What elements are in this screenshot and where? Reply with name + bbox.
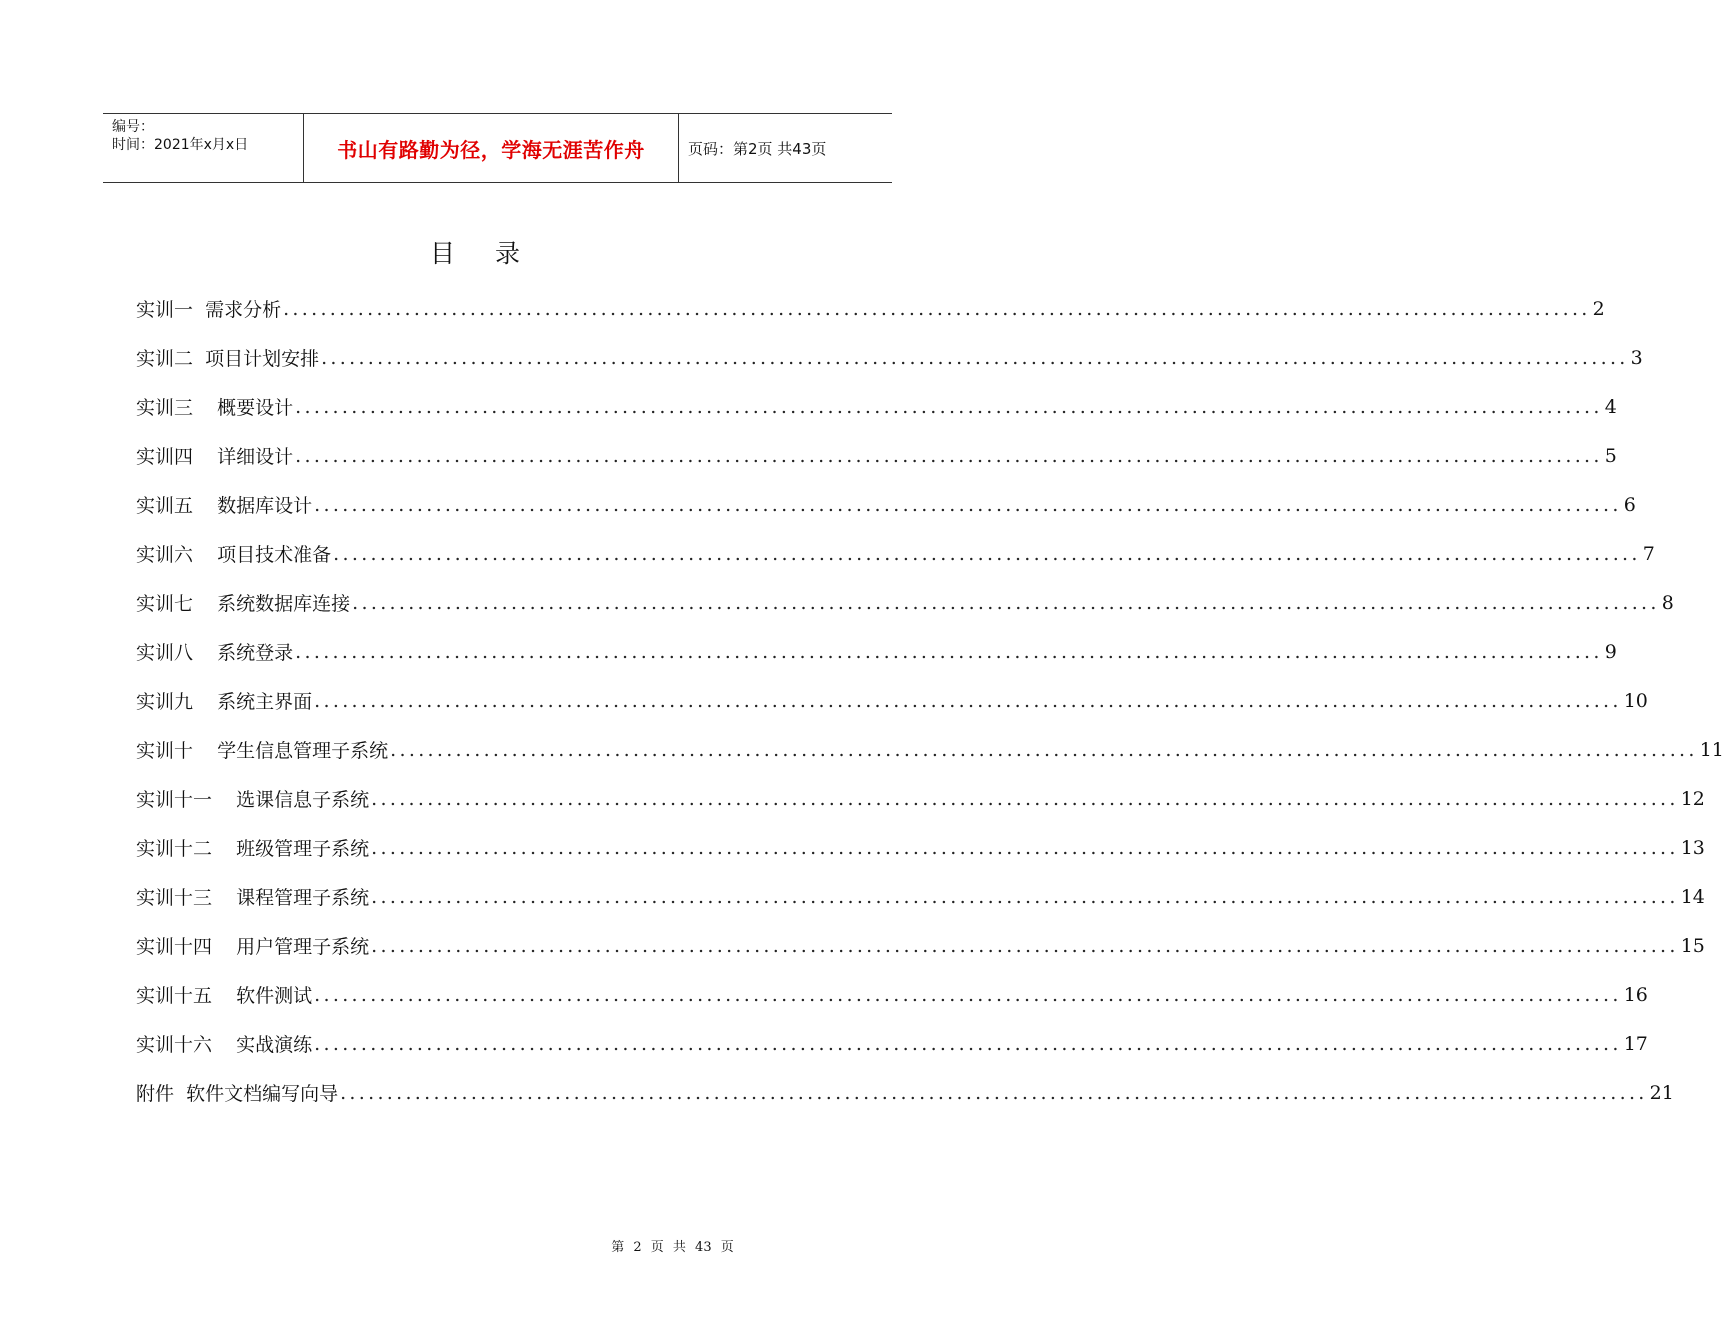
toc-entry-page-number: 14 [1680, 885, 1705, 908]
toc-entry-page-number: 3 [1630, 346, 1643, 369]
toc-entry-label: 实训八 系统登录 [136, 642, 294, 664]
toc-entry-label: 实训十六 实战演练 [136, 1034, 313, 1056]
toc-dot-leader: ............................................................................................................................................ [314, 493, 1622, 516]
header-date-line: 时间：2021年x月x日 [112, 137, 249, 153]
toc-dot-leader: ............................................................................................................................................ [314, 689, 1622, 712]
toc-entry-page-number: 15 [1680, 934, 1705, 957]
toc-entry-page-number: 10 [1623, 689, 1648, 712]
toc-entry-page-number: 12 [1680, 787, 1705, 810]
toc-dot-leader: ............................................................................................................................................ [295, 395, 1603, 418]
toc-entry[interactable] [136, 725, 1724, 774]
toc-dot-leader: ............................................................................................................................................ [333, 542, 1641, 565]
toc-entry[interactable] [136, 676, 1648, 725]
toc-entry-page-number: 7 [1642, 542, 1655, 565]
toc-entry[interactable] [136, 333, 1643, 382]
toc-entry-label: 附件 软件文档编写向导 [136, 1083, 339, 1105]
toc-entry[interactable] [136, 921, 1705, 970]
header-meta [103, 114, 303, 182]
toc-entry[interactable] [136, 284, 1605, 333]
toc-entry-page-number: 16 [1623, 983, 1648, 1006]
toc-dot-leader: ............................................................................................................................................ [352, 591, 1660, 614]
toc-dot-leader: ............................................................................................................................................ [283, 297, 1591, 320]
toc-entry-label: 实训九 系统主界面 [136, 691, 313, 713]
header-number-label: 编号： [112, 119, 154, 135]
toc-dot-leader: ............................................................................................................................................ [371, 934, 1679, 957]
header-motto-cell [303, 114, 679, 182]
toc-entry-label: 实训七 系统数据库连接 [136, 593, 351, 615]
toc-entry-label: 实训三 概要设计 [136, 397, 294, 419]
toc-dot-leader: ............................................................................................................................................ [371, 836, 1679, 859]
toc-entry-label: 实训十二 班级管理子系统 [136, 838, 370, 860]
toc-entry-page-number: 4 [1604, 395, 1617, 418]
toc-entry[interactable] [136, 529, 1655, 578]
toc-entry-page-number: 8 [1661, 591, 1674, 614]
toc-entry-label: 实训十 学生信息管理子系统 [136, 740, 389, 762]
toc-title: 目录 [429, 239, 560, 268]
toc-entry-label: 实训十一 选课信息子系统 [136, 789, 370, 811]
toc-entry-label: 实训十四 用户管理子系统 [136, 936, 370, 958]
toc-entry-page-number: 2 [1592, 297, 1605, 320]
header-motto: 书山有路勤为径，学海无涯苦作舟 [337, 137, 645, 162]
page-header [103, 113, 892, 183]
toc-entry[interactable] [136, 578, 1674, 627]
toc-entry-page-number: 11 [1699, 738, 1724, 761]
toc-dot-leader: ............................................................................................................................................ [371, 885, 1679, 908]
toc-entry[interactable] [136, 1068, 1674, 1117]
toc-dot-leader: ............................................................................................................................................ [314, 983, 1622, 1006]
toc-entry[interactable] [136, 823, 1705, 872]
toc-entry[interactable] [136, 382, 1617, 431]
toc-entry-page-number: 13 [1680, 836, 1705, 859]
toc-entry[interactable] [136, 774, 1705, 823]
toc-entry[interactable] [136, 1019, 1648, 1068]
toc-entry-label: 实训六 项目技术准备 [136, 544, 332, 566]
header-page-info: 页码：第2页 共43页 [688, 139, 827, 158]
page-footer: 第 2 页 共 43 页 [611, 1240, 734, 1255]
toc-entry-label: 实训四 详细设计 [136, 446, 294, 468]
toc-dot-leader: ............................................................................................................................................ [295, 640, 1603, 663]
header-page-cell [679, 114, 892, 182]
toc-dot-leader: ............................................................................................................................................ [295, 444, 1603, 467]
toc-dot-leader: ............................................................................................................................................ [340, 1081, 1648, 1104]
toc-entry-page-number: 21 [1649, 1081, 1674, 1104]
toc-entry[interactable] [136, 970, 1648, 1019]
toc-entry-label: 实训一 需求分析 [136, 299, 282, 321]
toc-entry[interactable] [136, 872, 1705, 921]
toc-entry[interactable] [136, 627, 1617, 676]
toc-entry[interactable] [136, 431, 1617, 480]
toc-dot-leader: ............................................................................................................................................ [390, 738, 1698, 761]
toc-entry-label: 实训十五 软件测试 [136, 985, 313, 1007]
table-of-contents [136, 284, 1724, 1117]
toc-entry-page-number: 5 [1604, 444, 1617, 467]
toc-entry-page-number: 9 [1604, 640, 1617, 663]
toc-dot-leader: ............................................................................................................................................ [314, 1032, 1622, 1055]
toc-entry-page-number: 17 [1623, 1032, 1648, 1055]
toc-entry-label: 实训十三 课程管理子系统 [136, 887, 370, 909]
toc-entry-label: 实训二 项目计划安排 [136, 348, 320, 370]
toc-entry-page-number: 6 [1623, 493, 1636, 516]
toc-entry-label: 实训五 数据库设计 [136, 495, 313, 517]
toc-dot-leader: ............................................................................................................................................ [321, 346, 1629, 369]
toc-entry[interactable] [136, 480, 1636, 529]
toc-dot-leader: ............................................................................................................................................ [371, 787, 1679, 810]
